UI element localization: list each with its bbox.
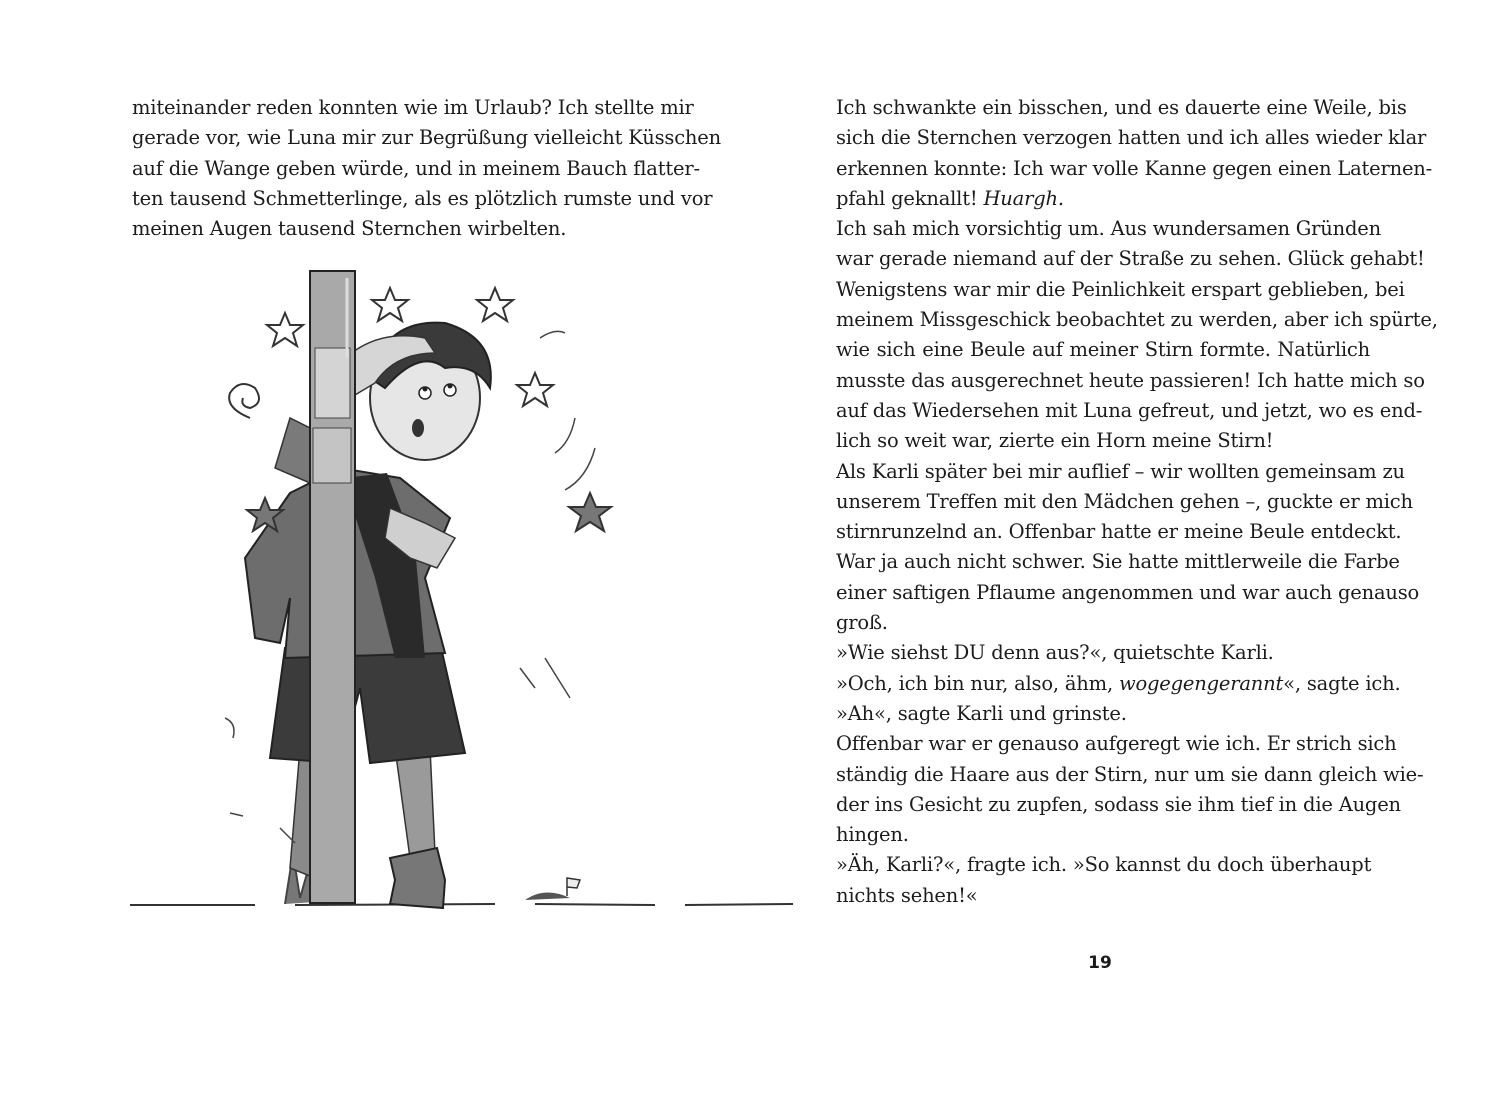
text-line: »Wie siehst DU denn aus?«, quietschte Karli. bbox=[836, 641, 1274, 665]
text-line: War ja auch nicht schwer. Sie hatte mittlerweile die Farbe bbox=[836, 550, 1400, 574]
text-line: einer saftigen Pflaume angenommen und war auch genauso bbox=[836, 580, 1420, 604]
text-line: »Ah«, sagte Karli und grinste. bbox=[836, 701, 1127, 725]
text-line: erkennen konnte: Ich war volle Kanne gegen einen Laternen- bbox=[836, 156, 1433, 180]
text-line: nichts sehen!« bbox=[836, 883, 978, 907]
italic-word: wogegengerannt bbox=[1118, 671, 1284, 695]
text-line: groß. bbox=[836, 611, 888, 635]
text-line-start: »Och, ich bin nur, also, ähm, bbox=[836, 671, 1113, 695]
text-line: lich so weit war, zierte ein Horn meine Stirn! bbox=[836, 429, 1274, 453]
text-line: miteinander reden konnten wie im Urlaub? Ich stellte mir bbox=[132, 96, 694, 119]
text-line: Ich schwankte ein bisschen, und es dauerte eine Weile, bis bbox=[836, 96, 1407, 119]
dizzy-spiral bbox=[229, 384, 259, 418]
text-line bbox=[836, 669, 1401, 699]
text-line: stirnrunzelnd an. Offenbar hatte er meine Beule entdeckt. bbox=[836, 520, 1402, 544]
text-line-start: pfahl geknallt! bbox=[836, 186, 978, 210]
mouth bbox=[412, 419, 424, 437]
text-line: der ins Gesicht zu zupfen, sodass sie ihm tief in die Augen bbox=[836, 792, 1401, 816]
text-line: ten tausend Schmetterlinge, als es plötzlich rumste und vor bbox=[132, 186, 713, 210]
text-line: meinen Augen tausend Sternchen wirbelten. bbox=[132, 217, 567, 241]
page-number: 19 bbox=[1088, 953, 1112, 973]
left-page-text bbox=[132, 93, 721, 244]
italic-huargh: Huargh. bbox=[983, 186, 1064, 210]
text-line: wie sich eine Beule auf meiner Stirn formte. Natürlich bbox=[836, 338, 1370, 362]
text-line: auf die Wange geben würde, und in meinem Bauch flatter- bbox=[132, 156, 700, 180]
text-line: »Äh, Karli?«, fragte ich. »So kannst du doch überhaupt bbox=[836, 853, 1372, 877]
right-leg bbox=[395, 748, 435, 858]
shorts bbox=[270, 643, 465, 763]
text-line: auf das Wiedersehen mit Luna gefreut, und jetzt, wo es end- bbox=[836, 398, 1423, 422]
poster bbox=[313, 428, 351, 483]
text-line bbox=[836, 184, 1370, 214]
text-line: Offenbar war er genauso aufgeregt wie ich. Er strich sich bbox=[836, 732, 1397, 756]
text-line: Als Karli später bei mir auflief – wir wollten gemeinsam zu bbox=[836, 459, 1405, 483]
boy-lamppost-illustration bbox=[125, 268, 800, 918]
shoe bbox=[390, 848, 445, 908]
text-line: war gerade niemand auf der Straße zu sehen. Glück gehabt! bbox=[836, 247, 1425, 271]
text-line: hingen. bbox=[836, 823, 909, 847]
right-page-text bbox=[836, 93, 1438, 911]
text-line: unserem Treffen mit den Mädchen gehen –, guckte er mich bbox=[836, 489, 1413, 513]
text-line: gerade vor, wie Luna mir zur Begrüßung vielleicht Küsschen bbox=[132, 126, 721, 150]
right-page bbox=[750, 0, 1500, 1094]
text-line: ständig die Haare aus der Stirn, nur um sie dann gleich wie- bbox=[836, 762, 1424, 786]
ground-rock bbox=[525, 892, 570, 900]
text-line: Ich sah mich vorsichtig um. Aus wundersamen Gründen bbox=[836, 217, 1381, 241]
text-line: sich die Sternchen verzogen hatten und ich alles wieder klar bbox=[836, 126, 1427, 150]
text-line-end: «, sagte ich. bbox=[1283, 671, 1401, 695]
text-line: meinem Missgeschick beobachtet zu werden, aber ich spürte, bbox=[836, 308, 1438, 332]
poster bbox=[315, 348, 350, 418]
text-line: Wenigstens war mir die Peinlichkeit erspart geblieben, bei bbox=[836, 277, 1405, 301]
small-flag bbox=[567, 878, 580, 896]
text-line: musste das ausgerechnet heute passieren! Ich hatte mich so bbox=[836, 368, 1425, 392]
ground-line bbox=[130, 904, 793, 905]
